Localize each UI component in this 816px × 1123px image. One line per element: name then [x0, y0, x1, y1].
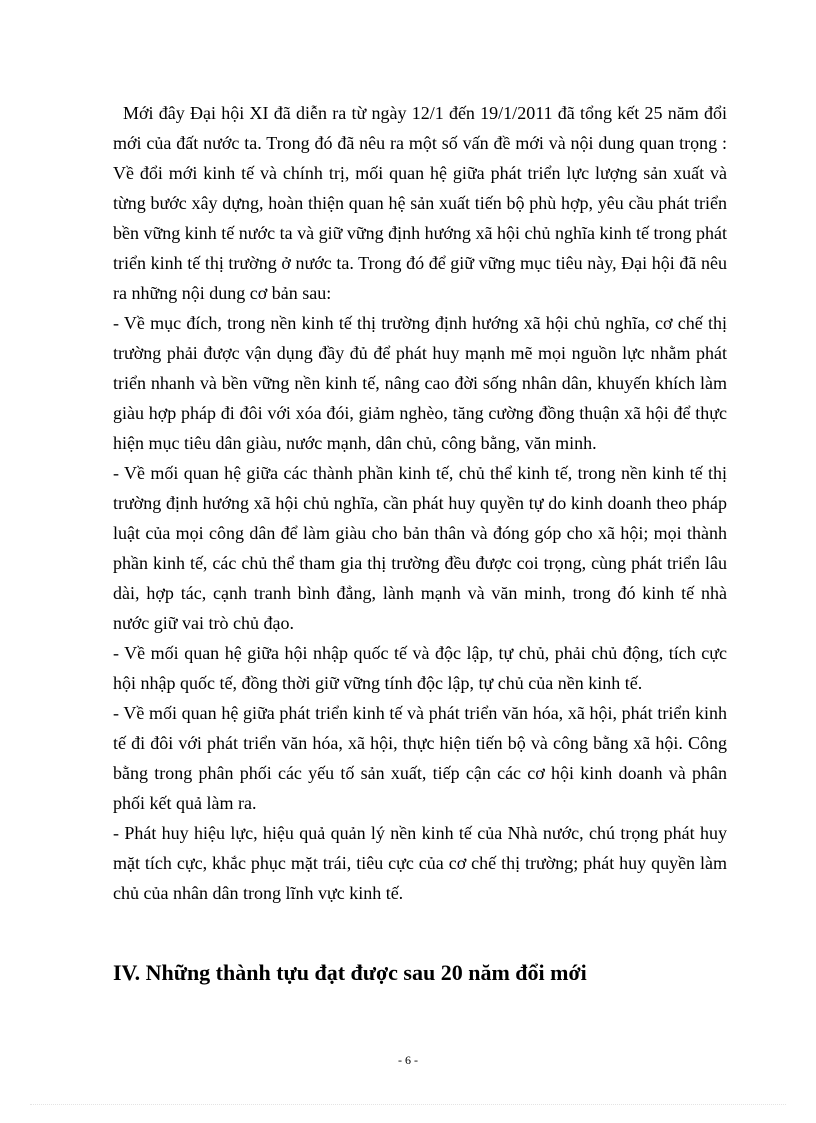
- section-heading: IV. Những thành tựu đạt được sau 20 năm đổi mới: [113, 960, 587, 985]
- point-economic-sectors: - Về mối quan hệ giữa các thành phần kinh tế, chủ thể kinh tế, trong nền kinh tế thị trường định hướng xã hội chủ nghĩa, cần phát huy quyền tự do kinh doanh theo pháp luật của mọi công dân để làm giàu cho bản thân và đóng góp cho xã hội; mọi thành phần kinh tế, các chủ thể tham gia thị trường đều được coi trọng, cùng phát triển lâu dài, hợp tác, cạnh tranh bình đẳng, lành mạnh và văn minh, trong đó kinh tế nhà nước giữ vai trò chủ đạo.: [113, 463, 727, 633]
- page-number: - 6 -: [398, 1053, 418, 1067]
- intro-paragraph: Mới đây Đại hội XI đã diễn ra từ ngày 12/1 đến 19/1/2011 đã tổng kết 25 năm đổi mới của đất nước ta. Trong đó đã nêu ra một số vấn đề mới và nội dung quan trọng : Về đổi mới kinh tế và chính trị, mối quan hệ giữa phát triển lực lượng sản xuất và từng bước xây dựng, hoàn thiện quan hệ sản xuất tiến bộ phù hợp, yêu cầu phát triển bền vững kinh tế nước ta và giữ vững định hướng xã hội chủ nghĩa kinh tế trong phát triển kinh tế thị trường ở nước ta. Trong đó để giữ vững mục tiêu này, Đại hội đã nêu ra những nội dung cơ bản sau:: [113, 103, 727, 303]
- point-international-integration: - Về mối quan hệ giữa hội nhập quốc tế và độc lập, tự chủ, phải chủ động, tích cực hội nhập quốc tế, đồng thời giữ vững tính độc lập, tự chủ của nền kinh tế.: [113, 643, 727, 693]
- point-purpose: - Về mục đích, trong nền kinh tế thị trường định hướng xã hội chủ nghĩa, cơ chế thị trường phải được vận dụng đầy đủ để phát huy mạnh mẽ mọi nguồn lực nhằm phát triển nhanh và bền vững nền kinh tế, nâng cao đời sống nhân dân, khuyến khích làm giàu hợp pháp đi đôi với xóa đói, giảm nghèo, tăng cường đồng thuận xã hội để thực hiện mục tiêu dân giàu, nước mạnh, dân chủ, công bằng, văn minh.: [113, 313, 727, 453]
- point-culture-society: - Về mối quan hệ giữa phát triển kinh tế và phát triển văn hóa, xã hội, phát triển kinh tế đi đôi với phát triển văn hóa, xã hội, thực hiện tiến bộ và công bằng xã hội. Công bằng trong phân phối các yếu tố sản xuất, tiếp cận các cơ hội kinh doanh và phân phối kết quả làm ra.: [113, 703, 727, 813]
- page-bottom-divider: [30, 1104, 786, 1105]
- point-state-management: - Phát huy hiệu lực, hiệu quả quản lý nền kinh tế của Nhà nước, chú trọng phát huy mặt tích cực, khắc phục mặt trái, tiêu cực của cơ chế thị trường; phát huy quyền làm chủ của nhân dân trong lĩnh vực kinh tế.: [113, 823, 727, 903]
- document-body: [113, 98, 727, 908]
